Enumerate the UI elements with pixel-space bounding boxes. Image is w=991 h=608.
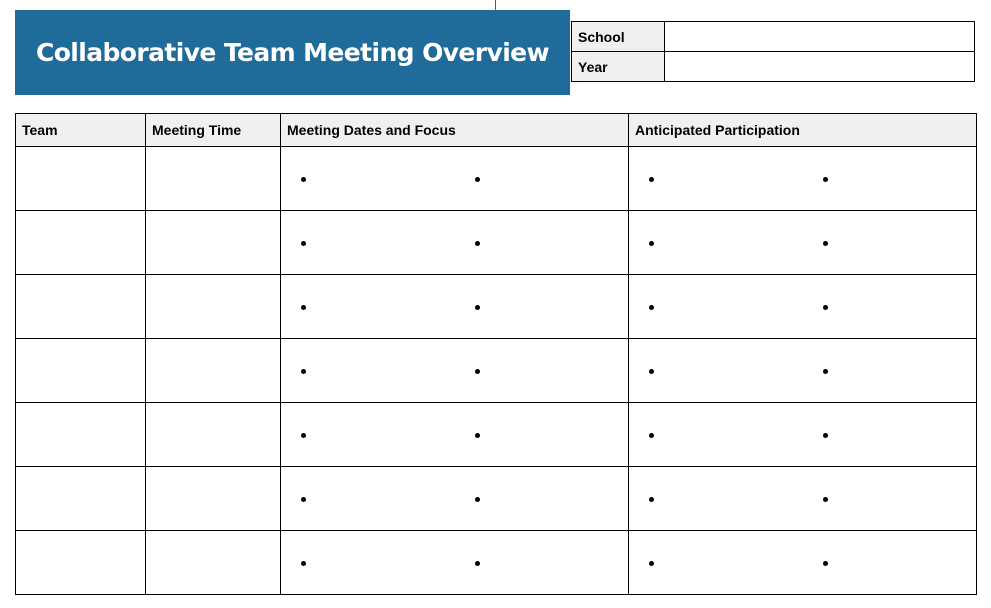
team-cell[interactable] (16, 211, 146, 275)
anticipated-participation-cell[interactable] (629, 531, 977, 595)
team-cell[interactable] (16, 339, 146, 403)
bullet-icon (823, 561, 828, 566)
meeting-dates-focus-cell[interactable] (281, 467, 629, 531)
bullet-icon (301, 497, 306, 502)
bullet-icon (649, 561, 654, 566)
bullet-icon (475, 497, 480, 502)
table-row (16, 531, 977, 595)
meeting-dates-focus-cell[interactable] (281, 403, 629, 467)
team-cell[interactable] (16, 403, 146, 467)
table-row (16, 467, 977, 531)
meeting-dates-focus-cell[interactable] (281, 275, 629, 339)
meeting-dates-focus-cell[interactable] (281, 147, 629, 211)
table-row (16, 339, 977, 403)
meeting-time-cell[interactable] (146, 531, 281, 595)
header-row (16, 114, 977, 147)
meeting-time-cell[interactable] (146, 403, 281, 467)
school-label: School (572, 22, 665, 52)
bullet-icon (823, 369, 828, 374)
table-row (16, 147, 977, 211)
bullet-icon (301, 305, 306, 310)
table-row (16, 403, 977, 467)
bullet-icon (649, 241, 654, 246)
page-title: Collaborative Team Meeting Overview (35, 38, 550, 67)
meeting-dates-focus-cell[interactable] (281, 211, 629, 275)
title-banner (15, 10, 570, 95)
bullet-icon (301, 241, 306, 246)
bullet-icon (823, 241, 828, 246)
team-cell[interactable] (16, 275, 146, 339)
bullet-icon (649, 305, 654, 310)
anticipated-participation-cell[interactable] (629, 339, 977, 403)
anticipated-participation-cell[interactable] (629, 467, 977, 531)
table-row (16, 211, 977, 275)
meeting-time-cell[interactable] (146, 147, 281, 211)
year-field[interactable] (665, 52, 975, 82)
meeting-time-cell[interactable] (146, 339, 281, 403)
bullet-icon (823, 177, 828, 182)
anticipated-participation-cell[interactable] (629, 275, 977, 339)
school-field[interactable] (665, 22, 975, 52)
bullet-icon (475, 561, 480, 566)
bullet-icon (649, 177, 654, 182)
header-team: Team (16, 114, 146, 147)
bullet-icon (823, 497, 828, 502)
meeting-time-cell[interactable] (146, 467, 281, 531)
meeting-time-cell[interactable] (146, 275, 281, 339)
school-year-table (571, 21, 975, 82)
bullet-icon (475, 241, 480, 246)
header-meeting-time: Meeting Time (146, 114, 281, 147)
anticipated-participation-cell[interactable] (629, 147, 977, 211)
bullet-icon (823, 305, 828, 310)
bullet-icon (301, 433, 306, 438)
anticipated-participation-cell[interactable] (629, 211, 977, 275)
team-cell[interactable] (16, 531, 146, 595)
table-row (16, 275, 977, 339)
bullet-icon (475, 305, 480, 310)
bullet-icon (649, 369, 654, 374)
bullet-icon (475, 177, 480, 182)
bullet-icon (301, 561, 306, 566)
bullet-icon (823, 433, 828, 438)
header-meeting-dates-focus: Meeting Dates and Focus (281, 114, 629, 147)
bullet-icon (301, 369, 306, 374)
meeting-time-cell[interactable] (146, 211, 281, 275)
team-cell[interactable] (16, 467, 146, 531)
meeting-table (15, 113, 977, 595)
year-label: Year (572, 52, 665, 82)
bullet-icon (475, 369, 480, 374)
meeting-dates-focus-cell[interactable] (281, 531, 629, 595)
bullet-icon (649, 497, 654, 502)
team-cell[interactable] (16, 147, 146, 211)
header-anticipated-participation: Anticipated Participation (629, 114, 977, 147)
divider-tick (495, 0, 496, 10)
bullet-icon (475, 433, 480, 438)
anticipated-participation-cell[interactable] (629, 403, 977, 467)
meeting-dates-focus-cell[interactable] (281, 339, 629, 403)
bullet-icon (301, 177, 306, 182)
bullet-icon (649, 433, 654, 438)
